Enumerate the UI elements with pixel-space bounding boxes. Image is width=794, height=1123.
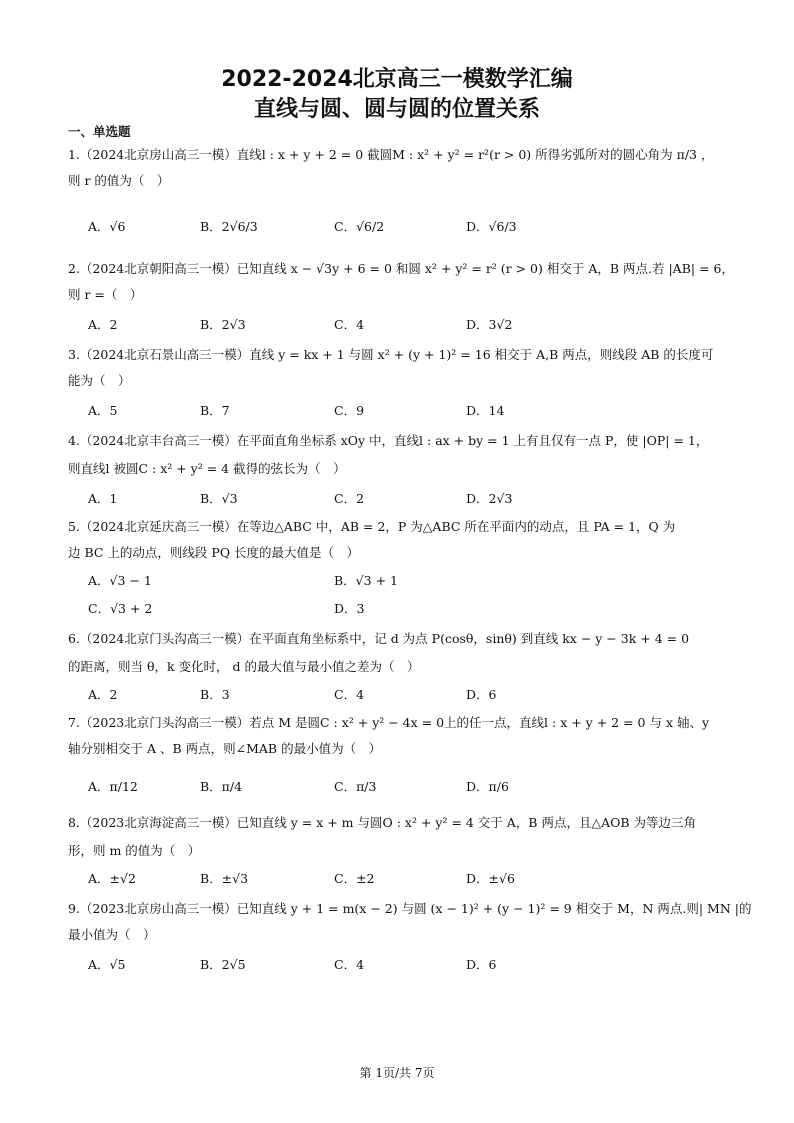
- question-8-option-d: D．±√6: [466, 871, 515, 886]
- question-1-option-a: A．√6: [88, 219, 126, 234]
- question-7-option-a: A．π/12: [88, 779, 138, 794]
- question-7-option-d: D．π/6: [466, 779, 509, 794]
- question-7-option-b: B．π/4: [200, 779, 243, 794]
- question-4-option-b: B．√3: [200, 491, 238, 506]
- question-7-option-c: C．π/3: [334, 779, 377, 794]
- page-number: 第 1页/共 7页: [359, 1066, 435, 1080]
- question-6-option-c: C．4: [334, 687, 365, 702]
- question-1-option-c: C．√6/2: [334, 219, 385, 234]
- question-5-option-b: B．√3 + 1: [334, 573, 398, 588]
- question-2-option-c: C．4: [334, 317, 365, 332]
- question-2-option-b: B．2√3: [200, 317, 246, 332]
- question-6-option-a: A．2: [88, 687, 118, 702]
- question-1-option-d: D．√6/3: [466, 219, 517, 234]
- question-1-option-b: B．2√6/3: [200, 219, 258, 234]
- question-5-option-c: C．√3 + 2: [88, 601, 153, 616]
- question-4-option-a: A．1: [88, 491, 118, 506]
- document-subtitle: 直线与圆、圆与圆的位置关系: [253, 97, 540, 122]
- question-8-option-b: B．±√3: [200, 871, 249, 886]
- question-6-option-b: B．3: [200, 687, 230, 702]
- question-3-option-a: A．5: [88, 403, 118, 418]
- question-2-option-d: D．3√2: [466, 317, 513, 332]
- question-4-option-d: D．2√3: [466, 491, 513, 506]
- question-9-option-b: B．2√5: [200, 957, 246, 972]
- question-4-line-1: 4.（2024北京丰台高三一模）在平面直角坐标系 xOy 中，直线l : ax + by = 1 上有且仅有一点 P，使 |OP| = 1，: [68, 433, 709, 448]
- question-9-line-1: 9.（2023北京房山高三一模）已知直线 y + 1 = m(x − 2) 与圆 (x − 1)² + (y − 1)² = 9 相交于 M，N 两点.则| MN |的: [68, 901, 752, 916]
- document-title: 2022-2024北京高三一模数学汇编: [221, 67, 573, 92]
- question-3-option-c: C．9: [334, 403, 365, 418]
- question-3-option-b: B．7: [200, 403, 230, 418]
- question-3-line-1: 3.（2024北京石景山高三一模）直线 y = kx + 1 与圆 x² + (y + 1)² = 16 相交于 A,B 两点，则线段 AB 的长度可: [68, 347, 714, 362]
- question-7-line-1: 7.（2023北京门头沟高三一模）若点 M 是圆C : x² + y² − 4x = 0上的任一点，直线l : x + y + 2 = 0 与 x 轴、y: [68, 715, 710, 730]
- question-6-line-1: 6.（2024北京门头沟高三一模）在平面直角坐标系中，记 d 为点 P(cosθ，sinθ) 到直线 kx − y − 3k + 4 = 0: [68, 631, 690, 646]
- question-9-option-c: C．4: [334, 957, 365, 972]
- question-9-option-d: D．6: [466, 957, 497, 972]
- question-3-option-d: D．14: [466, 403, 505, 418]
- question-6-line-2: 的距离，则当 θ，k 变化时， d 的最大值与最小值之差为（ ）: [68, 659, 420, 674]
- question-8-line-1: 8.（2023北京海淀高三一模）已知直线 y = x + m 与圆O : x² + y² = 4 交于 A，B 两点，且△AOB 为等边三角: [68, 815, 697, 830]
- section-heading: 一、单选题: [68, 124, 131, 139]
- question-1-line-1: 1.（2024北京房山高三一模）直线l : x + y + 2 = 0 截圆M : x² + y² = r²(r > 0) 所得劣弧所对的圆心角为 π/3 ，: [68, 147, 714, 162]
- question-2-line-1: 2.（2024北京朝阳高三一模）已知直线 x − √3y + 6 = 0 和圆 x² + y² = r² (r > 0) 相交于 A，B 两点.若 |AB| = 6，: [68, 261, 734, 276]
- question-2-option-a: A．2: [88, 317, 118, 332]
- question-5-line-1: 5.（2024北京延庆高三一模）在等边△ABC 中，AB = 2，P 为△ABC 所在平面内的动点，且 PA = 1，Q 为: [68, 519, 676, 534]
- question-7-line-2: 轴分别相交于 A 、B 两点，则∠MAB 的最小值为（ ）: [68, 741, 382, 756]
- question-5-line-2: 边 BC 上的动点，则线段 PQ 长度的最大值是（ ）: [68, 545, 360, 560]
- question-5-option-a: A．√3 − 1: [88, 573, 152, 588]
- question-8-line-2: 形，则 m 的值为（ ）: [68, 843, 201, 858]
- question-6-option-d: D．6: [466, 687, 497, 702]
- question-9-option-a: A．√5: [88, 957, 126, 972]
- question-3-line-2: 能为（ ）: [68, 373, 131, 388]
- question-8-option-a: A．±√2: [88, 871, 136, 886]
- question-4-option-c: C．2: [334, 491, 365, 506]
- question-5-option-d: D．3: [334, 601, 365, 616]
- question-4-line-2: 则直线l 被圆C : x² + y² = 4 截得的弦长为（ ）: [68, 461, 346, 476]
- question-2-line-2: 则 r =（ ）: [68, 287, 143, 302]
- question-8-option-c: C．±2: [334, 871, 375, 886]
- question-1-line-2: 则 r 的值为（ ）: [68, 173, 170, 188]
- question-9-line-2: 最小值为（ ）: [68, 927, 156, 942]
